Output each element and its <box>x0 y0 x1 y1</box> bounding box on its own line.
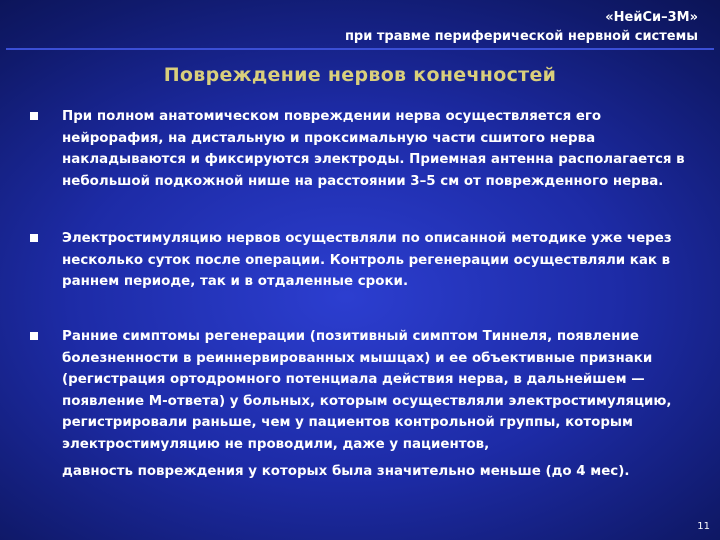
square-bullet-icon <box>30 112 38 120</box>
bullet-item <box>62 106 694 192</box>
bullet-item <box>62 326 694 483</box>
bullet-text: Электростимуляцию нервов осуществляли по описанной методике уже через несколько суток после операции. Контроль регенерации осуществляли как в раннем периоде, так и в отдаленные сроки. <box>62 231 672 289</box>
square-bullet-icon <box>30 234 38 242</box>
bullet-text: Ранние симптомы регенерации (позитивный симптом Тиннеля, появление болезненности в реиннервированных мышцах) и ее объективные признаки (регистрация ортодромного потенциала действия нерва, в дальнейшем — появление М-ответа) у больных, которым осуществляли электростимуляцию, регистрировали раньше, чем у пациентов контрольной группы, которым электростимуляцию не проводили, даже у пациентов, <box>62 329 672 452</box>
bullet-item <box>62 228 694 293</box>
header-line-product: «НейСи–3М» <box>605 10 698 25</box>
bullet-text: При полном анатомическом повреждении нерва осуществляется его нейрорафия, на дистальную и проксимальную части сшитого нерва накладываются и фиксируются электроды. Приемная антенна располагается в небольшой подкожной нише на расстоянии 3–5 см от поврежденного нерва. <box>62 109 685 189</box>
header-divider <box>6 48 714 50</box>
slide-title: Повреждение нервов конечностей <box>163 64 557 86</box>
page-number: 11 <box>697 521 710 532</box>
bullet-text-continuation: давность повреждения у которых была значительно меньше (до 4 мес). <box>62 464 630 479</box>
slide-header <box>345 8 698 46</box>
header-line-subtitle: при травме периферической нервной системы <box>344 29 698 44</box>
square-bullet-icon <box>30 332 38 340</box>
